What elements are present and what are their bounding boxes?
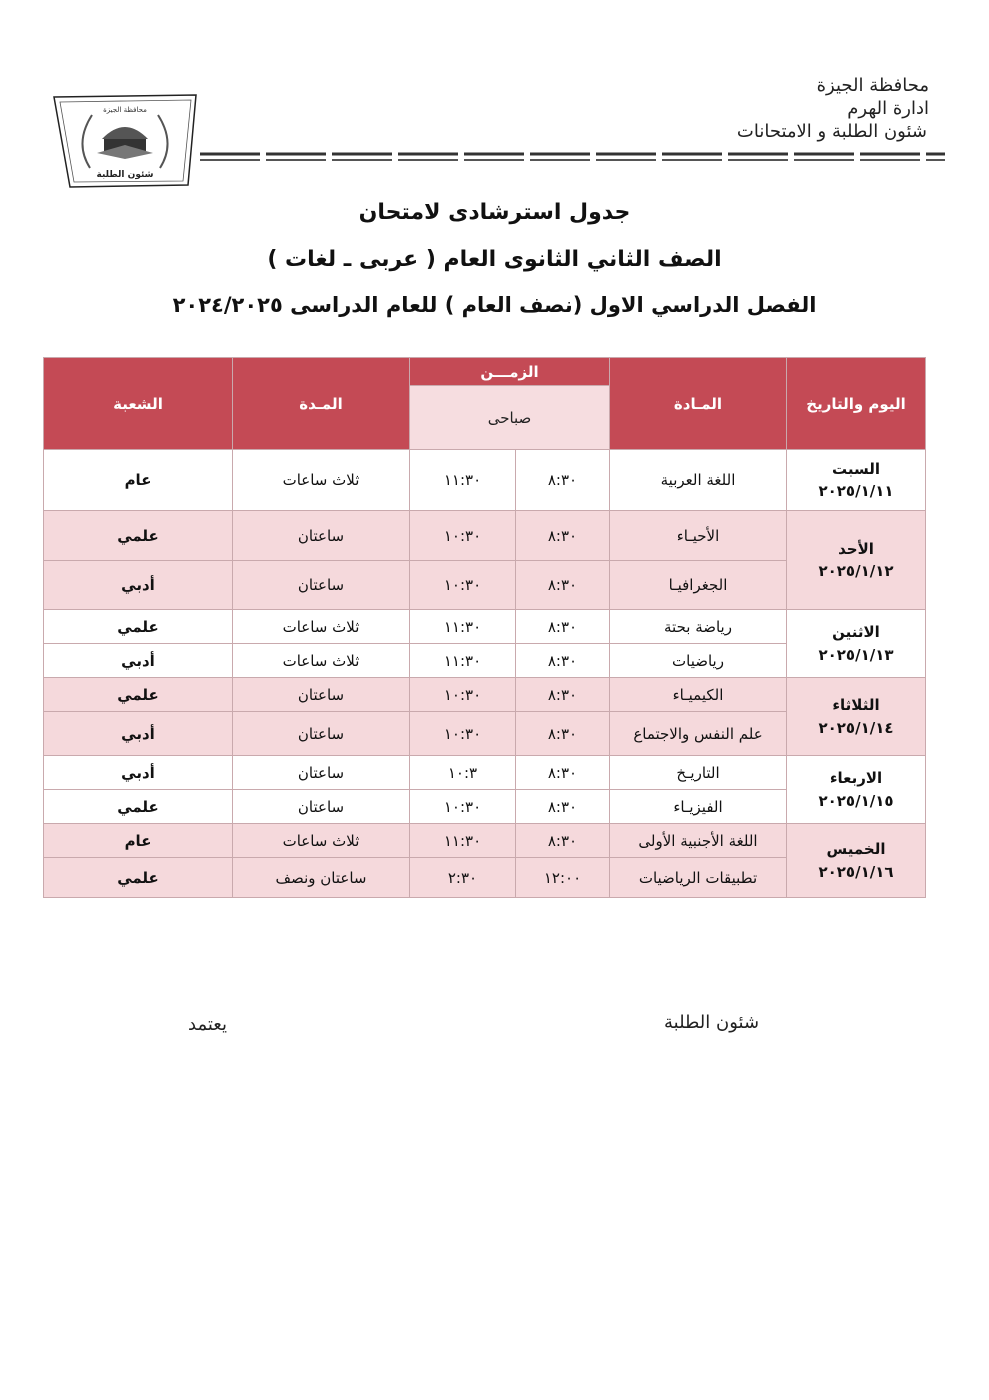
duration-cell: ثلاث ساعات (233, 824, 410, 858)
duration-cell: ثلاث ساعات (233, 610, 410, 644)
administration-label: ادارة الهرم (847, 98, 929, 119)
branch-cell: علمي (44, 790, 233, 824)
branch-cell: أدبي (44, 644, 233, 678)
department-label: شئون الطلبة و الامتحانات (736, 121, 927, 142)
day-cell: الاثنين ٢٠٢٥/١/١٣ (787, 610, 926, 678)
start-time-cell: ٨:٣٠ (516, 561, 610, 610)
branch-cell: علمي (44, 678, 233, 712)
start-time-cell: ٨:٣٠ (516, 678, 610, 712)
duration-cell: ثلاث ساعات (233, 644, 410, 678)
start-time-cell: ٨:٣٠ (516, 511, 610, 561)
subject-cell: رياضيات (610, 644, 787, 678)
branch-cell: علمي (44, 610, 233, 644)
start-time-cell: ٨:٣٠ (516, 790, 610, 824)
header-branch: الشعبة (44, 358, 233, 450)
subject-cell: التاريـخ (610, 756, 787, 790)
branch-cell: أدبي (44, 561, 233, 610)
signature-approval: يعتمد (188, 1014, 227, 1035)
branch-cell: عام (44, 450, 233, 511)
subject-cell: اللغة العربية (610, 450, 787, 511)
schedule-title: جدول استرشادى لامتحان (358, 200, 631, 225)
logo (52, 93, 198, 189)
duration-cell: ساعتان (233, 678, 410, 712)
header-subject: المـادة (610, 358, 787, 450)
exam-schedule-table (43, 357, 926, 898)
duration-cell: ساعتان (233, 561, 410, 610)
svg-text:محافظة الجيزة: محافظة الجيزة (103, 106, 147, 114)
start-time-cell: ٨:٣٠ (516, 450, 610, 511)
svg-text:شئون الطلبة: شئون الطلبة (96, 170, 154, 180)
header-day-date: اليوم والتاريخ (787, 358, 926, 450)
end-time-cell: ١٠:٣ (410, 756, 516, 790)
header-morning: صباحى (410, 386, 610, 450)
header-duration: المـدة (233, 358, 410, 450)
end-time-cell: ١١:٣٠ (410, 644, 516, 678)
day-cell: الاربعاء ٢٠٢٥/١/١٥ (787, 756, 926, 824)
end-time-cell: ١١:٣٠ (410, 450, 516, 511)
grade-title: الصف الثاني الثانوى العام ( عربى ـ لغات ) (267, 247, 722, 272)
subject-cell: تطبيقات الرياضيات (610, 858, 787, 898)
end-time-cell: ١٠:٣٠ (410, 678, 516, 712)
start-time-cell: ٨:٣٠ (516, 824, 610, 858)
start-time-cell: ٨:٣٠ (516, 712, 610, 756)
duration-cell: ساعتان (233, 511, 410, 561)
duration-cell: ثلاث ساعات (233, 450, 410, 511)
branch-cell: علمي (44, 511, 233, 561)
end-time-cell: ١١:٣٠ (410, 610, 516, 644)
subject-cell: الأحيـاء (610, 511, 787, 561)
duration-cell: ساعتان ونصف (233, 858, 410, 898)
start-time-cell: ٨:٣٠ (516, 644, 610, 678)
duration-cell: ساعتان (233, 790, 410, 824)
branch-cell: عام (44, 824, 233, 858)
end-time-cell: ١٠:٣٠ (410, 712, 516, 756)
duration-cell: ساعتان (233, 712, 410, 756)
subject-cell: رياضة بحتة (610, 610, 787, 644)
day-cell: السبت ٢٠٢٥/١/١١ (787, 450, 926, 511)
subject-cell: علم النفس والاجتماع (610, 712, 787, 756)
branch-cell: أدبي (44, 712, 233, 756)
end-time-cell: ٢:٣٠ (410, 858, 516, 898)
branch-cell: علمي (44, 858, 233, 898)
day-cell: الثلاثاء ٢٠٢٥/١/١٤ (787, 678, 926, 756)
header-time: الزمـــن (410, 358, 610, 386)
subject-cell: الكيميـاء (610, 678, 787, 712)
end-time-cell: ١١:٣٠ (410, 824, 516, 858)
subject-cell: اللغة الأجنبية الأولى (610, 824, 787, 858)
header-divider (200, 150, 945, 164)
start-time-cell: ١٢:٠٠ (516, 858, 610, 898)
day-cell: الأحد ٢٠٢٥/١/١٢ (787, 511, 926, 610)
term-title: الفصل الدراسي الاول (نصف العام ) للعام الدراسى ٢٠٢٤/٢٠٢٥ (172, 293, 817, 317)
end-time-cell: ١٠:٣٠ (410, 511, 516, 561)
duration-cell: ساعتان (233, 756, 410, 790)
branch-cell: أدبي (44, 756, 233, 790)
end-time-cell: ١٠:٣٠ (410, 561, 516, 610)
subject-cell: الفيزيـاء (610, 790, 787, 824)
governorate-label: محافظة الجيزة (816, 75, 929, 96)
signature-student-affairs: شئون الطلبة (664, 1012, 760, 1033)
day-cell: الخميس ٢٠٢٥/١/١٦ (787, 824, 926, 898)
start-time-cell: ٨:٣٠ (516, 610, 610, 644)
start-time-cell: ٨:٣٠ (516, 756, 610, 790)
subject-cell: الجغرافيـا (610, 561, 787, 610)
end-time-cell: ١٠:٣٠ (410, 790, 516, 824)
